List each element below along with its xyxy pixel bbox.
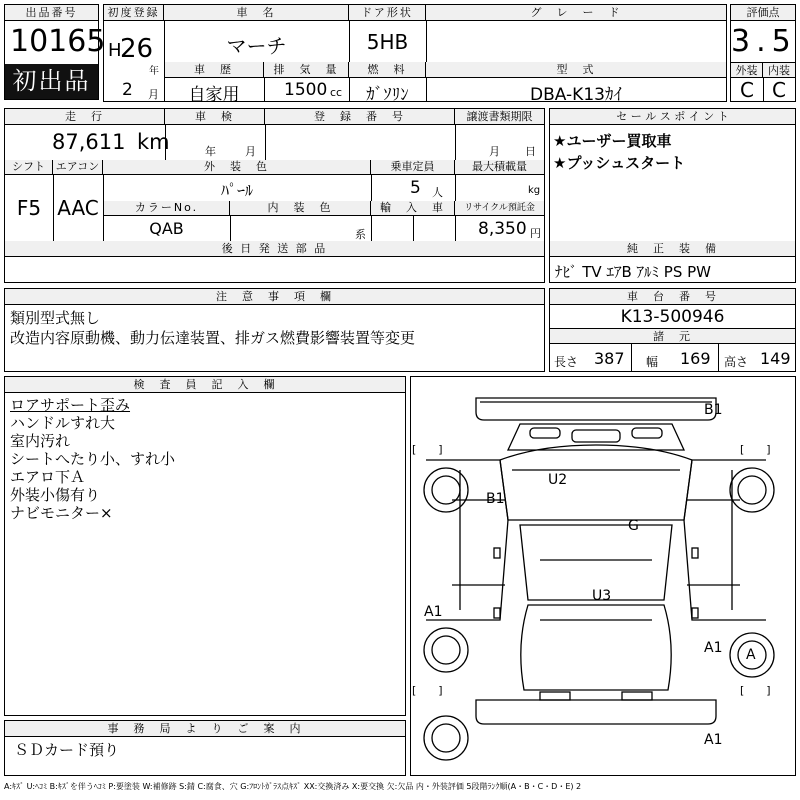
grade-label: グ レ ー ド	[426, 5, 726, 21]
length: 387	[594, 349, 625, 368]
divider	[413, 216, 414, 241]
first-listing-badge: 初出品	[5, 64, 98, 99]
first-reg-label: 初度登録	[104, 5, 164, 21]
inspection-year-unit: 年	[205, 145, 216, 158]
office-label: 事 務 局 よ り ご 案 内	[5, 721, 405, 737]
color-no-label: カラーNo.	[104, 201, 230, 216]
mark-u2: U2	[548, 472, 568, 488]
mark-b1-left: B1	[486, 491, 505, 507]
genuine-label: 純 正 装 備	[550, 241, 795, 257]
inspector-line: 外装小傷有り	[10, 486, 101, 504]
later-parts-label: 後 日 発 送 部 品	[5, 241, 544, 257]
divider	[264, 78, 265, 102]
inspection-label: 車 検	[165, 109, 265, 125]
lot-number-label: 出品番号	[5, 5, 98, 21]
reg-month: 2	[122, 80, 133, 100]
mark-a1-right: A1	[704, 640, 723, 656]
interior-score: C	[772, 78, 786, 102]
history: 自家用	[188, 85, 240, 105]
mark-bracket-low-right: [ ]	[740, 684, 771, 697]
mark-a1-bottom: A1	[704, 732, 723, 748]
divider	[165, 125, 166, 160]
history-label: 車 歴	[164, 62, 264, 78]
displacement-unit: cc	[330, 86, 343, 99]
inspector-line: シートへたり小、すれ小	[10, 450, 176, 468]
model-code: DBA-K13ｶｲ	[530, 85, 622, 105]
width-label: 幅	[646, 355, 659, 369]
exterior-score: C	[740, 78, 754, 102]
mark-a-circle: A	[746, 647, 756, 663]
legend: A:ｷｽﾞ U:ﾍｺﾐ B:ｷｽﾞを伴うﾍｺﾐ P:要塗装 W:補修跡 S:錆 C:腐食、穴 G:ﾌﾛﾝﾄｶﾞﾗｽ点ｷｽﾞ XX:交換済み X:要交換 欠:欠品 内・外装評価 5段階ﾗﾝｸ順(A・B・C・D・E) 2	[4, 782, 582, 791]
transfer-month-unit: 月	[489, 145, 500, 158]
inspection-month-unit: 月	[245, 145, 256, 158]
notes-text	[10, 308, 415, 348]
era: H	[108, 40, 122, 61]
genuine-equipment: ﾅﾋﾞ TV ｴｱB ｱﾙﾐ PS PW	[555, 263, 711, 281]
selling-point: ★プッシュスタート	[553, 154, 686, 172]
divider	[631, 344, 632, 372]
chassis-number: K13-500946	[620, 307, 725, 327]
mileage-label: 走 行	[5, 109, 165, 125]
capacity-label: 乗車定員	[371, 160, 455, 175]
interior-color-unit: 系	[355, 228, 366, 241]
inspector-label: 検 査 員 記 入 欄	[5, 377, 405, 393]
inspector-line: エアロ下Ａ	[10, 468, 86, 486]
exterior-color: ﾊﾟｰﾙ	[220, 181, 253, 200]
exterior-color-label: 外 装 色	[103, 160, 371, 175]
note-line: 類別型式無し	[10, 309, 101, 327]
divider	[426, 21, 427, 62]
office-text	[14, 739, 119, 760]
chassis-label: 車 台 番 号	[550, 289, 795, 305]
score-label: 評価点	[731, 5, 795, 21]
mark-bracket-low-left: [ ]	[412, 684, 443, 697]
door-label: ドア形状	[349, 5, 426, 21]
plate-label: 登 録 番 号	[265, 109, 455, 125]
capacity: 5	[410, 178, 421, 198]
recycle-label: リサイクル預託金	[455, 201, 544, 216]
selling-points-label: セ ー ル ス ポ イ ン ト	[550, 109, 795, 125]
width: 169	[680, 349, 711, 368]
score: 3.5	[731, 24, 797, 59]
mileage: 87,611	[52, 130, 126, 154]
office-line: ＳＤカード預り	[14, 741, 120, 759]
note-line: 改造内容原動機、動力伝達装置、排ガス燃費影響装置等変更	[10, 329, 416, 347]
inspector-line: ロアサポート歪み	[10, 396, 131, 414]
displacement-label: 排 気 量	[264, 62, 349, 78]
inspector-line: ナビモニター×	[10, 504, 113, 522]
exterior-label: 外装	[731, 62, 763, 78]
height-label: 高さ	[724, 355, 749, 369]
ac-label: エアコン	[53, 160, 103, 175]
car-diagram	[410, 376, 796, 776]
divider	[455, 125, 456, 160]
recycle-fee: 8,350	[478, 219, 527, 239]
door-type: 5HB	[366, 30, 409, 54]
shift: F5	[16, 196, 42, 220]
mark-b1-top: B1	[704, 402, 723, 418]
ac: AAC	[57, 196, 99, 220]
transfer-label: 譲渡書類期限	[455, 109, 544, 125]
dims-label: 諸 元	[550, 328, 795, 344]
recycle-unit: 円	[530, 227, 541, 240]
interior-label: 内装	[763, 62, 795, 78]
mark-u3: U3	[592, 588, 612, 604]
mark-bracket-left: [ ]	[412, 443, 443, 456]
capacity-unit: 人	[432, 186, 443, 199]
shift-label: シフト	[5, 160, 53, 175]
divider	[230, 216, 231, 241]
mark-g: G	[628, 518, 639, 534]
inspector-notes	[10, 396, 175, 522]
notes-label: 注 意 事 項 欄	[5, 289, 544, 305]
displacement: 1500	[284, 80, 328, 100]
inspector-line: ハンドルすれ大	[10, 414, 116, 432]
inspector-line: 室内汚れ	[10, 432, 71, 450]
mileage-unit: km	[137, 130, 170, 154]
length-label: 長さ	[554, 355, 579, 369]
height: 149	[760, 349, 791, 368]
lot-number: 10165	[10, 24, 106, 59]
year-unit: 年	[149, 66, 159, 77]
car-name: マーチ	[226, 34, 287, 58]
import-label: 輸 入 車	[371, 201, 455, 216]
selling-point: ★ユーザー買取車	[553, 132, 672, 150]
fuel-label: 燃 料	[349, 62, 426, 78]
interior-color-label: 内 装 色	[230, 201, 371, 216]
color-no: QAB	[149, 219, 184, 238]
divider	[718, 344, 719, 372]
divider	[265, 125, 266, 160]
load-label: 最大積載量	[455, 160, 544, 175]
fuel: ｶﾞｿﾘﾝ	[366, 85, 409, 105]
load-unit: kg	[528, 185, 541, 196]
reg-year: 26	[120, 34, 154, 64]
car-name-label: 車 名	[164, 5, 349, 21]
model-label: 型 式	[426, 62, 726, 78]
month-unit: 月	[148, 88, 159, 101]
transfer-day-unit: 日	[525, 145, 536, 158]
mark-bracket-right: [ ]	[740, 443, 771, 456]
mark-a1-left: A1	[424, 604, 443, 620]
